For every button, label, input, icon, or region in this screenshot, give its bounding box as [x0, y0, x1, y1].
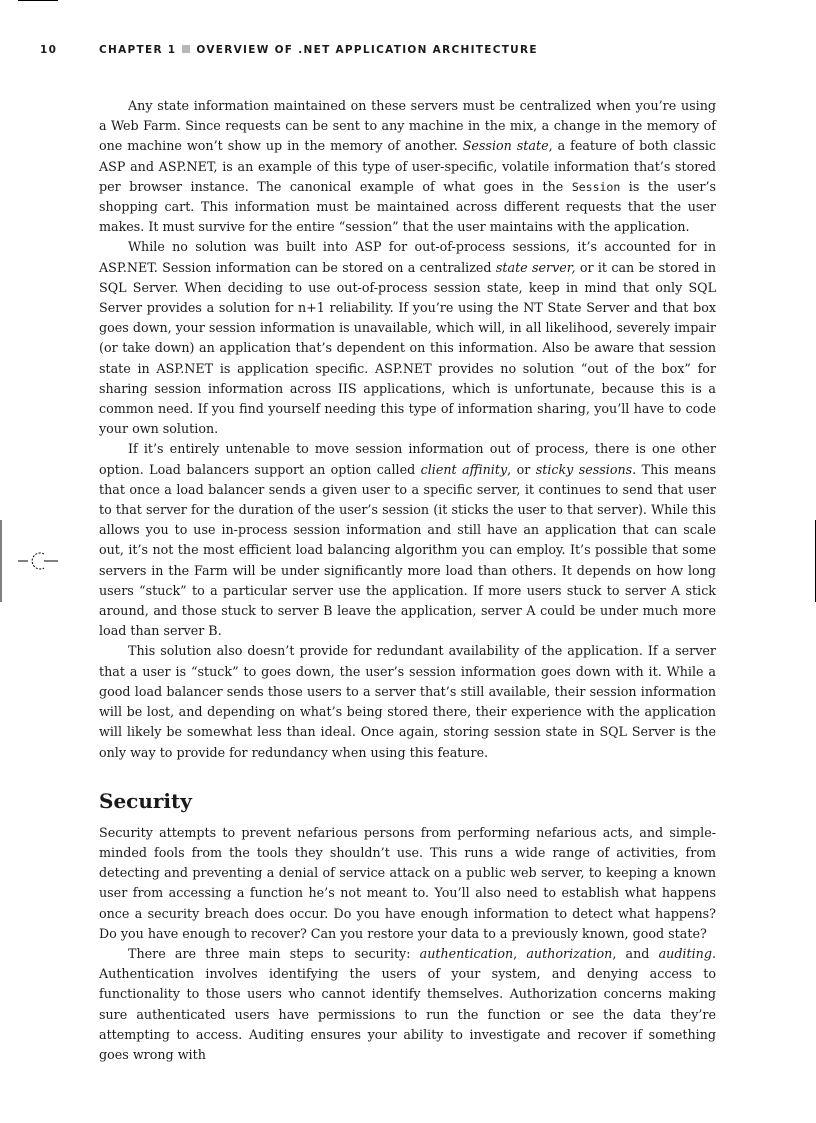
term-session-state: Session state: [462, 138, 549, 154]
chapter-label: [99, 44, 538, 56]
running-header: [0, 44, 816, 58]
code-session: Session: [571, 179, 621, 194]
term-authentication: authentication: [419, 945, 514, 961]
term-state-server: state server,: [495, 259, 576, 275]
crop-mark-top: [18, 0, 58, 1]
paragraph-security-steps: There are three main steps to security: authentication, authorization, and auditing. Authentication involves identifying the users of your system, and denying access to functionality to those users who cannot identify themselves. Authorization concerns making sure authenticated users have permissions to run the function or see the data they’re attempting to access. Auditing ensures your ability to investigate and recover if something goes wrong with: [99, 945, 716, 1062]
page-number: 10: [40, 44, 58, 56]
term-sticky-sessions: sticky sessions: [535, 461, 633, 477]
paragraph-security-intro: Security attempts to prevent nefarious persons from performing nefarious acts, and simple-minded fools from the tools they shouldn’t use. This runs a wide range of activities, from detecting and preventing a denial of service attack on a public web server, to keeping a known user from accessing a function he’s not meant to. You’ll also need to establish what happens once a security breach does occur. Do you have enough information to detect what happens? Do you have enough to recover? Can you restore your data to a previously known, good state?: [99, 824, 716, 941]
paragraph-redundancy: This solution also doesn’t provide for redundant availability of the application. If a server that a user is “stuck” to goes down, the user’s session information goes down with it. While a good load balancer sends those users to a server that’s still available, their session information will be lost, and depending on what’s being stored there, their experience with the application will likely be somewhat less than ideal. Once again, storing session state in SQL Server is the only way to provide for redundancy when using this feature.: [99, 643, 716, 760]
paragraph-out-of-process: While no solution was built into ASP for out-of-process sessions, it’s accounted for in ASP.NET. Session information can be stored on a centralized state server, or it can be stored in SQL Server. When deciding to use out-of-process session state, keep in mind that only SQL Server provides a solution for n+1 reliability. If you’re using the NT State Server and that box goes down, your session information is unavailable, which will, in all likelihood, severely impair (or take down) an application that’s dependent on this information. Also be aware that session state in ASP.NET is application specific. ASP.NET provides no solution “out of the box” for sharing session information across IIS applications, which is unfortunate, because this is a common need. If you find yourself needing this type of information sharing, you’ll have to code your own solution.: [99, 239, 717, 437]
registration-mark-icon: [0, 520, 60, 602]
paragraph-web-farm-state: Any state information maintained on these servers must be centralized when you’re using a Web Farm. Since requests can be sent to any machine in the mix, a change in the memory of one machine won’t show up in the memory of another. Session state, a feature of both classic ASP and ASP.NET, is an example of this type of user-specific, volatile information that’s stored per browser instance. The canonical example of what goes in the Session is the user’s shopping cart. This information must be maintained across different requests that the user makes. It must survive for the entire “session” that the user maintains with the application.: [99, 98, 717, 235]
body-text: [99, 96, 716, 1065]
paragraph-client-affinity: If it’s entirely untenable to move session information out of process, there is one other option. Load balancers support an option called client affinity, or sticky sessions. This means that once a load balancer sends a given user to a specific server, it continues to send that user to that server for the duration of the user’s session (it sticks the user to that server). While this allows you to use in-process session information and still have an application that can scale out, it’s not the most efficient load balancing algorithm you can employ. It’s possible that some servers in the Farm will be under significantly more load than others. It depends on how long users “stuck” to a particular server use the application. If more users stuck to server A stick around, and those stuck to server B leave the application, server A could be under much more load than server B.: [99, 441, 717, 639]
term-client-affinity: client affinity: [420, 461, 508, 477]
term-auditing: auditing.: [658, 945, 716, 961]
chapter-title: OVERVIEW OF .NET APPLICATION ARCHITECTURE: [196, 44, 538, 56]
term-authorization: authorization: [526, 945, 613, 961]
chapter-number: CHAPTER 1: [99, 44, 177, 56]
section-heading-security: Security: [99, 788, 192, 813]
square-bullet-icon: [182, 45, 190, 53]
